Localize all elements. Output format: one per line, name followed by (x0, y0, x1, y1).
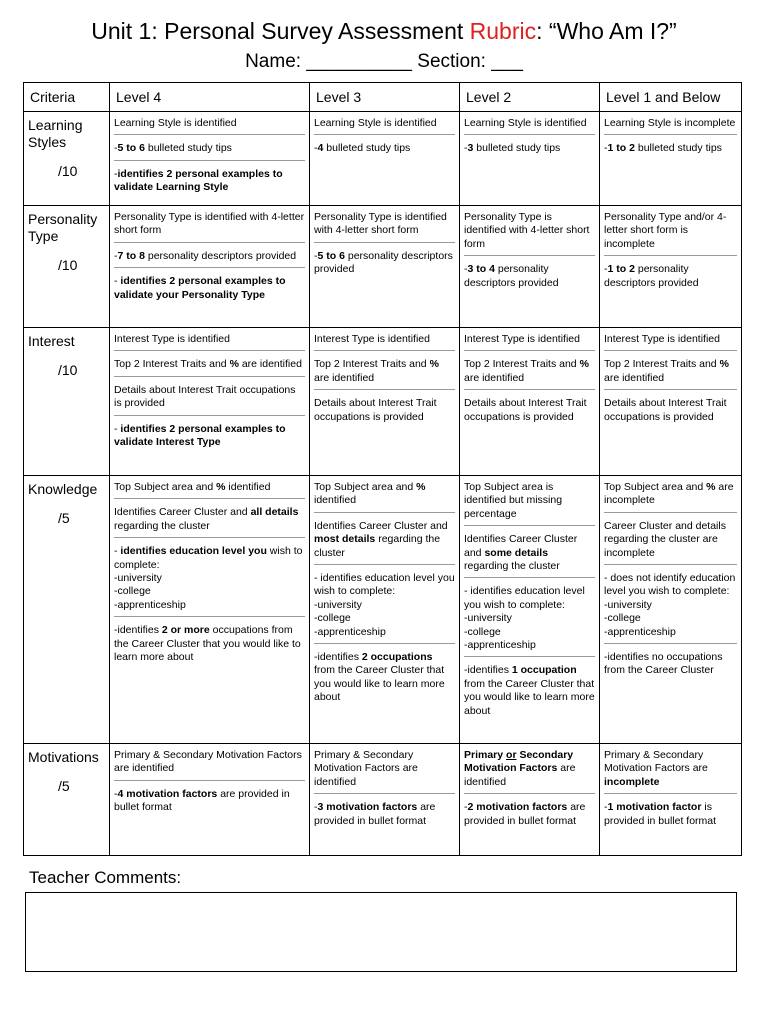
criteria-score: /5 (58, 510, 70, 526)
descriptor-text: Primary or Secondary Motivation Factors are identified (464, 749, 576, 788)
descriptor-text: -2 motivation factors are provided in bullet format (464, 793, 595, 828)
descriptor-cell-level-3 (310, 206, 460, 328)
rubric-row (24, 476, 742, 744)
criteria-cell (24, 206, 110, 328)
descriptor-text: Primary & Secondary Motivation Factors are incomplete (604, 749, 708, 788)
rubric-row (24, 744, 742, 856)
header-level-1: Level 1 and Below (600, 83, 742, 112)
rubric-row (24, 206, 742, 328)
header-row (24, 83, 742, 112)
descriptor-cell-level-4 (110, 328, 310, 476)
descriptor-cell-level-2 (460, 744, 600, 856)
descriptor-text: Identifies Career Cluster and most details regarding the cluster (314, 512, 455, 560)
descriptor-cell-level-3 (310, 112, 460, 206)
descriptor-text: -1 to 2 personality descriptors provided (604, 255, 737, 290)
criteria-score: /10 (58, 257, 78, 273)
descriptor-text: -identifies no occupations from the Career Cluster (604, 643, 737, 678)
descriptor-text: Personality Type is identified with 4-letter short form (464, 211, 590, 250)
descriptor-text: Learning Style is identified (114, 117, 237, 129)
descriptor-text: -7 to 8 personality descriptors provided (114, 242, 305, 263)
descriptor-text: Top 2 Interest Traits and % are identified (114, 350, 305, 371)
name-section-line[interactable]: Name: __________ Section: ___ (245, 51, 523, 72)
descriptor-text: Details about Interest Trait occupations is provided (314, 389, 455, 424)
descriptor-text: Personality Type is identified with 4-letter short form (314, 211, 447, 237)
criteria-cell (24, 112, 110, 206)
rubric-row (24, 112, 742, 206)
descriptor-text: Primary & Secondary Motivation Factors are identified (314, 749, 418, 788)
descriptor-text: Interest Type is identified (114, 333, 230, 345)
descriptor-text: Personality Type and/or 4-letter short form is incomplete (604, 211, 727, 250)
descriptor-text: -5 to 6 personality descriptors provided (314, 242, 455, 277)
criteria-name: Knowledge (28, 481, 98, 497)
descriptor-cell-level-4 (110, 744, 310, 856)
rubric-table (23, 82, 742, 856)
criteria-cell (24, 476, 110, 744)
criteria-cell (24, 328, 110, 476)
descriptor-cell-level-2 (460, 112, 600, 206)
document-title (0, 18, 768, 45)
header-level-2: Level 2 (460, 83, 600, 112)
descriptor-text: Career Cluster and details regarding the cluster are incomplete (604, 512, 737, 560)
descriptor-text: - identifies education level you wish to complete: -university -college -apprenticeship (314, 564, 455, 639)
descriptor-text: Learning Style is identified (464, 117, 587, 129)
descriptor-text: Interest Type is identified (314, 333, 430, 345)
criteria-score: /5 (58, 778, 70, 794)
descriptor-cell-level-3 (310, 328, 460, 476)
descriptor-text: -3 motivation factors are provided in bullet format (314, 793, 455, 828)
descriptor-cell-level-2 (460, 476, 600, 744)
descriptor-cell-level-2 (460, 206, 600, 328)
descriptor-text: -3 to 4 personality descriptors provided (464, 255, 595, 290)
descriptor-cell-level-4 (110, 476, 310, 744)
descriptor-cell-level-3 (310, 476, 460, 744)
descriptor-text: Details about Interest Trait occupations is provided (114, 376, 305, 411)
descriptor-cell-level-3 (310, 744, 460, 856)
descriptor-text: -1 to 2 bulleted study tips (604, 134, 737, 155)
criteria-name: Motivations (28, 749, 99, 765)
descriptor-text: -identifies 2 personal examples to validate Learning Style (114, 160, 305, 195)
descriptor-text: - does not identify education level you wish to complete: -university -college -apprenticeship (604, 564, 737, 639)
rubric-body (24, 112, 742, 856)
descriptor-text: - identifies 2 personal examples to validate Interest Type (114, 415, 305, 450)
criteria-name: Interest (28, 333, 75, 349)
descriptor-text: -1 motivation factor is provided in bullet format (604, 793, 737, 828)
descriptor-cell-level-1 (600, 112, 742, 206)
descriptor-text: Interest Type is identified (464, 333, 580, 345)
header-level-3: Level 3 (310, 83, 460, 112)
descriptor-text: Top 2 Interest Traits and % are identified (314, 350, 455, 385)
descriptor-text: Top 2 Interest Traits and % are identified (604, 350, 737, 385)
descriptor-text: Details about Interest Trait occupations is provided (464, 389, 595, 424)
descriptor-text: Top Subject area and % are incomplete (604, 481, 734, 507)
descriptor-text: - identifies education level you wish to complete: -university -college -apprenticeship (464, 577, 595, 652)
descriptor-text: - identifies education level you wish to complete: -university -college -apprenticeship (114, 537, 305, 612)
descriptor-text: Personality Type is identified with 4-letter short form (114, 211, 305, 237)
criteria-cell (24, 744, 110, 856)
rubric-row (24, 328, 742, 476)
descriptor-text: -identifies 2 occupations from the Career Cluster that you would like to learn more about (314, 643, 455, 705)
descriptor-text: -4 bulleted study tips (314, 134, 455, 155)
criteria-score: /10 (58, 362, 78, 378)
descriptor-text: - identifies 2 personal examples to validate your Personality Type (114, 267, 305, 302)
criteria-score: /10 (58, 163, 78, 179)
teacher-comments-label: Teacher Comments: (29, 868, 182, 887)
teacher-comments-box[interactable] (25, 892, 737, 972)
descriptor-text: -5 to 6 bulleted study tips (114, 134, 305, 155)
title-suffix: : “Who Am I?” (536, 18, 677, 44)
descriptor-cell-level-2 (460, 328, 600, 476)
title-prefix: Unit 1: Personal Survey Assessment (91, 18, 470, 44)
descriptor-text: Top Subject area and % identified (114, 481, 271, 493)
criteria-name: Personality Type (28, 211, 98, 244)
descriptor-text: Details about Interest Trait occupations is provided (604, 389, 737, 424)
criteria-name: Learning Styles (28, 117, 83, 150)
descriptor-text: Learning Style is incomplete (604, 117, 736, 129)
descriptor-cell-level-1 (600, 744, 742, 856)
descriptor-text: Primary & Secondary Motivation Factors are identified (114, 749, 302, 775)
header-criteria: Criteria (24, 83, 110, 112)
descriptor-text: Identifies Career Cluster and some details regarding the cluster (464, 525, 595, 573)
descriptor-text: -4 motivation factors are provided in bullet format (114, 780, 305, 815)
descriptor-text: Top 2 Interest Traits and % are identified (464, 350, 595, 385)
descriptor-text: Interest Type is identified (604, 333, 720, 345)
title-highlight: Rubric (469, 18, 537, 44)
descriptor-cell-level-1 (600, 206, 742, 328)
header-level-4: Level 4 (110, 83, 310, 112)
descriptor-text: Identifies Career Cluster and all details regarding the cluster (114, 498, 305, 533)
descriptor-cell-level-1 (600, 328, 742, 476)
descriptor-cell-level-1 (600, 476, 742, 744)
descriptor-cell-level-4 (110, 206, 310, 328)
descriptor-text: -3 bulleted study tips (464, 134, 595, 155)
descriptor-text: -identifies 2 or more occupations from the Career Cluster that you would like to learn more about (114, 616, 305, 664)
descriptor-text: Top Subject area and % identified (314, 481, 426, 507)
descriptor-text: Top Subject area is identified but missing percentage (464, 481, 563, 520)
descriptor-cell-level-4 (110, 112, 310, 206)
descriptor-text: -identifies 1 occupation from the Career Cluster that you would like to learn more about (464, 656, 595, 718)
descriptor-text: Learning Style is identified (314, 117, 437, 129)
